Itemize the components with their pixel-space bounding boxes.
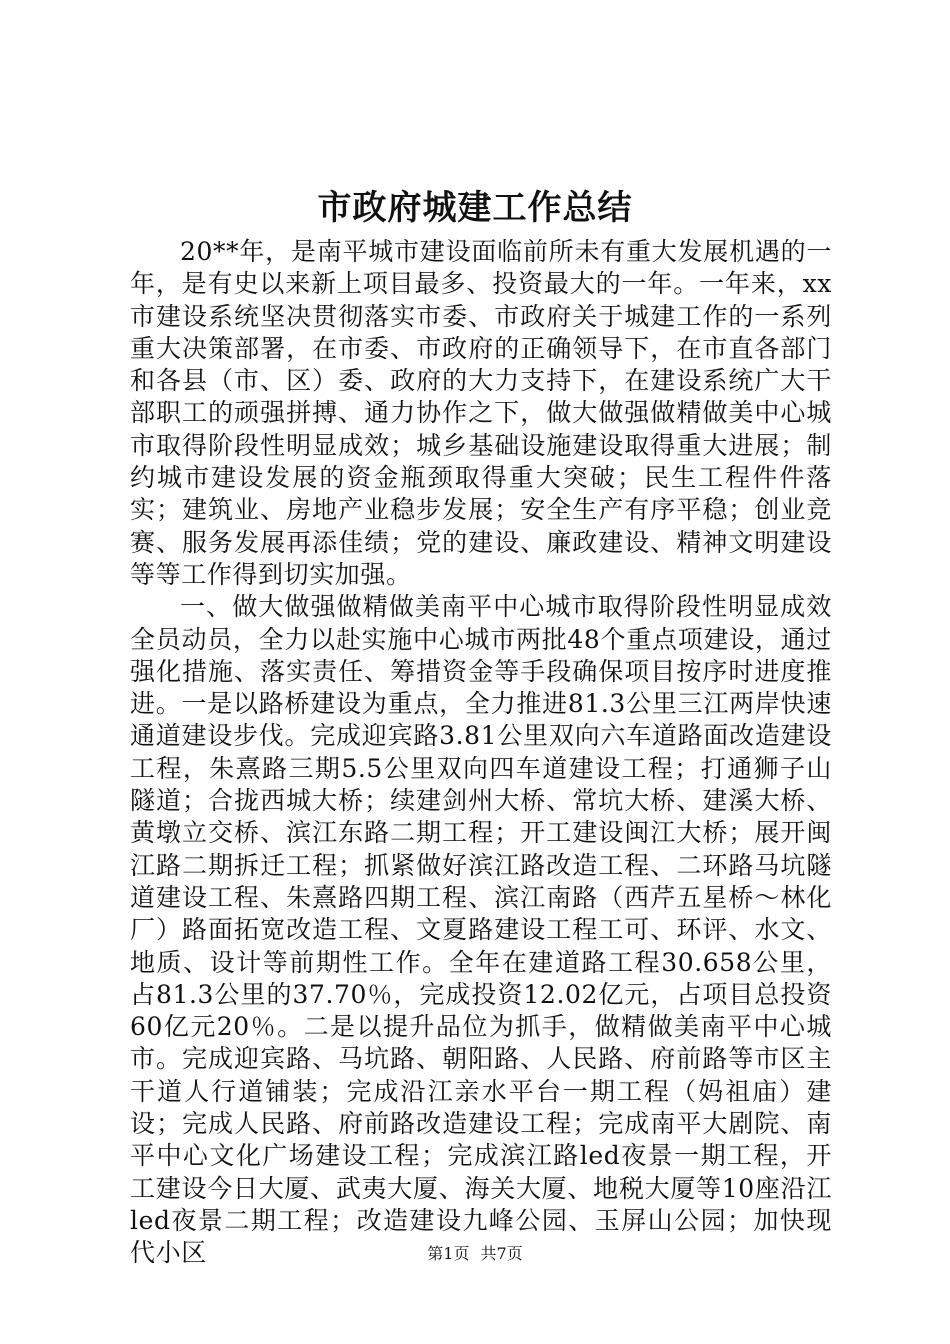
paragraph-intro: 20**年，是南平城市建设面临前所未有重大发展机遇的一年，是有史以来新上项目最多、投资最大的一年。一年来，xx市建设系统坚决贯彻落实市委、市政府关于城建工作的一系列重大决策部署，在市委、市政府的正确领导下，在市直各部门和各县（市、区）委、政府的大力支持下，在建设系统广大干部职工的顽强拼搏、通力协作之下，做大做强做精做美中心城市取得阶段性明显成效；城乡基础设施建设取得重大进展；制约城市建设发展的资金瓶颈取得重大突破；民生工程件件落实；建筑业、房地产业稳步发展；安全生产有序平稳；创业竞赛、服务发展再添佳绩；党的建设、廉政建设、精神文明建设等等工作得到切实加强。 [130, 237, 832, 589]
document-body [130, 236, 832, 1270]
page-number: 第1页 [427, 1244, 470, 1263]
paragraph-section-one: 一、做大做强做精做美南平中心城市取得阶段性明显成效全员动员，全力以赴实施中心城市两批48个重点项建设，通过强化措施、落实责任、筹措资金等手段确保项目按序时进度推进。一是以路桥建设为重点，全力推进81.3公里三江两岸快速通道建设步伐。完成迎宾路3.81公里双向六车道路面改造建设工程，朱熹路三期5.5公里双向四车道建设工程；打通狮子山隧道；合拢西城大桥；续建剑州大桥、常坑大桥、建溪大桥、黄墩立交桥、滨江东路二期工程；开工建设闽江大桥；展开闽江路二期拆迁工程；抓紧做好滨江路改造工程、二环路马坑隧道建设工程、朱熹路四期工程、滨江南路（西芹五星桥～林化厂）路面拓宽改造工程、文夏路建设工程工可、环评、水文、地质、设计等前期性工作。全年在建道路工程30.658公里，占81.3公里的37.70％，完成投资12.02亿元，占项目总投资60亿元20％。二是以提升品位为抓手，做精做美南平中心城市。完成迎宾路、马坑路、朝阳路、人民路、府前路等市区主干道人行道铺装；完成沿江亲水平台一期工程（妈祖庙）建设；完成人民路、府前路改造建设工程；完成南平大剧院、南平中心文化广场建设工程；完成滨江路led夜景一期工程，开工建设今日大厦、武夷大厦、海关大厦、地税大厦等10座沿江led夜景二期工程；改造建设九峰公园、玉屏山公园；加快现代小区 [130, 592, 832, 1268]
page-footer [0, 1242, 950, 1266]
page-total: 共7页 [480, 1244, 523, 1263]
document-title: 市政府城建工作总结 [317, 188, 633, 228]
